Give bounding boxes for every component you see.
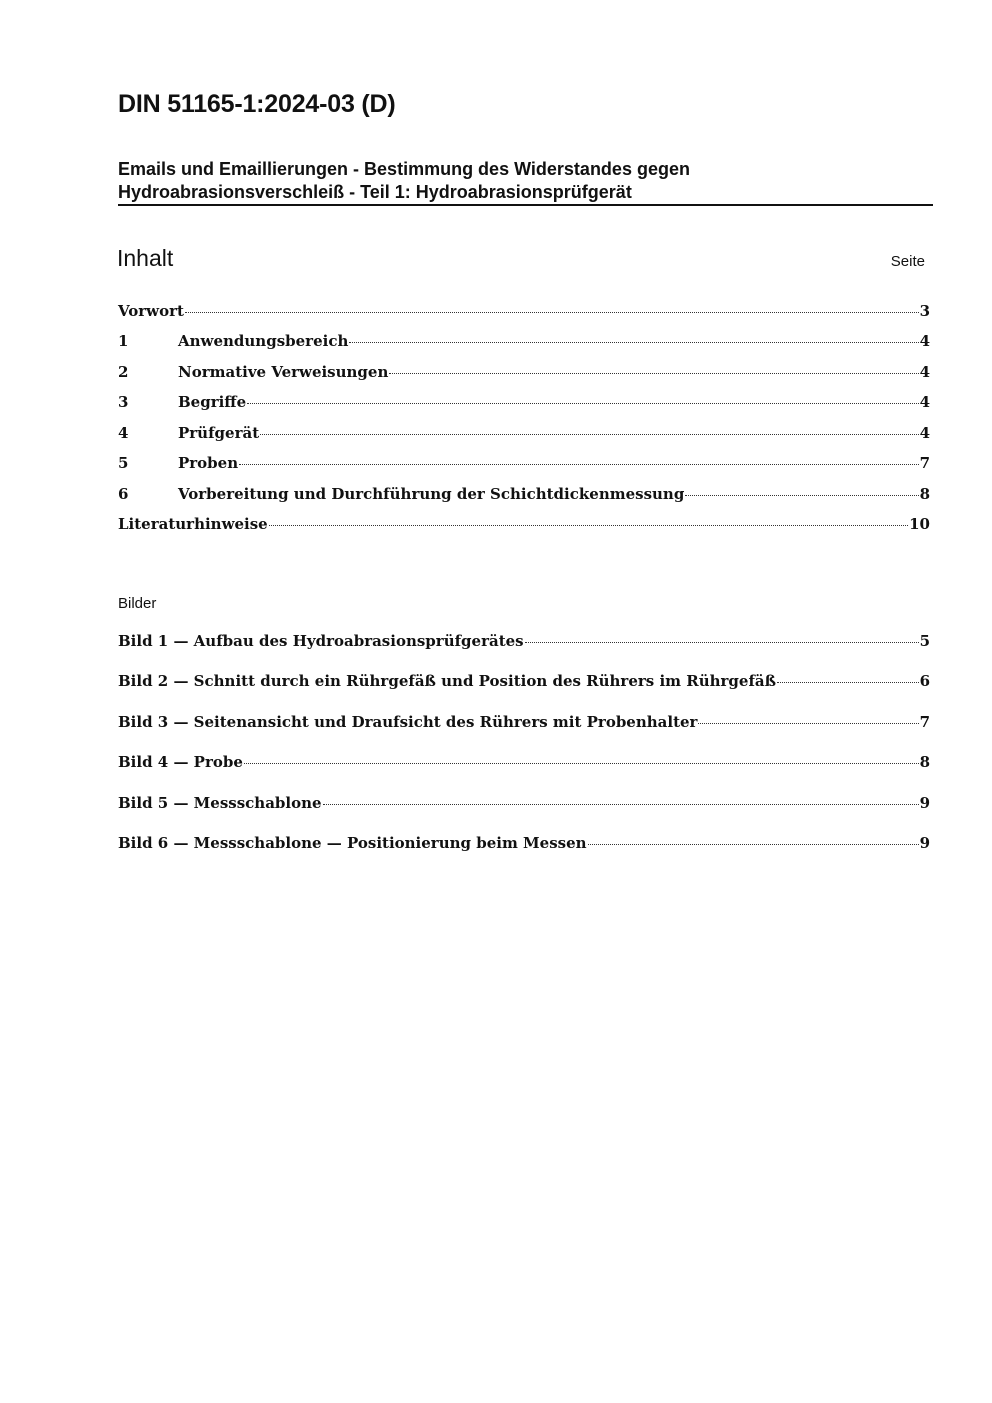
figure-entry-title: Bild 3 — Seitenansicht und Draufsicht des Rührers mit Probenhalter	[118, 713, 698, 731]
figure-entry-2[interactable]	[118, 672, 930, 692]
toc-entry-title: Normative Verweisungen	[178, 363, 389, 381]
toc-entry-page: 8	[919, 485, 930, 503]
document-id: DIN 51165-1:2024-03 (D)	[118, 90, 396, 118]
toc-entry-5[interactable]	[118, 454, 930, 474]
dot-leader	[588, 843, 919, 845]
toc-entry-page: 4	[919, 363, 930, 381]
dot-leader	[185, 311, 919, 313]
dot-leader	[244, 762, 919, 764]
toc-entry-page: 7	[919, 454, 930, 472]
dot-leader	[349, 341, 918, 343]
toc-entry-2[interactable]	[118, 363, 930, 383]
toc-entry-page: 4	[919, 332, 930, 350]
document-subtitle	[118, 158, 933, 206]
toc-entry-page: 4	[919, 393, 930, 411]
toc-entry-page: 3	[919, 302, 930, 320]
toc-entry-number: 3	[118, 393, 129, 411]
toc-entry-number: 4	[118, 424, 129, 442]
subtitle-line-2: Hydroabrasionsverschleiß - Teil 1: Hydroabrasionsprüfgerät	[118, 182, 632, 202]
figure-entry-page: 6	[919, 672, 930, 690]
toc-entry-6[interactable]	[118, 485, 930, 505]
figures-heading: Bilder	[118, 595, 157, 612]
toc-entry-vorwort[interactable]	[118, 302, 930, 322]
figure-entry-1[interactable]	[118, 632, 930, 652]
figure-entry-5[interactable]	[118, 794, 930, 814]
contents-heading: Inhalt	[117, 245, 174, 271]
figure-entry-page: 5	[919, 632, 930, 650]
figure-entry-page: 9	[919, 794, 930, 812]
figure-entry-title: Bild 5 — Messschablone	[118, 794, 322, 812]
toc-entry-page: 4	[919, 424, 930, 442]
toc-entry-number: 1	[118, 332, 129, 350]
figure-entry-title: Bild 2 — Schnitt durch ein Rührgefäß und Position des Rührers im Rührgefäß	[118, 672, 777, 690]
page-column-label: Seite	[890, 253, 925, 270]
dot-leader	[269, 524, 908, 526]
subtitle-line-1: Emails und Emaillierungen - Bestimmung des Widerstandes gegen	[118, 159, 690, 179]
toc-entry-title: Prüfgerät	[178, 424, 260, 442]
dot-leader	[525, 641, 919, 643]
dot-leader	[260, 433, 918, 435]
figure-entry-6[interactable]	[118, 834, 930, 854]
toc-entry-page: 10	[909, 515, 930, 533]
figure-entry-title: Bild 4 — Probe	[118, 753, 243, 771]
toc-entry-title: Begriffe	[178, 393, 247, 411]
toc-entry-title: Anwendungsbereich	[178, 332, 349, 350]
toc-entry-3[interactable]	[118, 393, 930, 413]
dot-leader	[323, 803, 919, 805]
figure-entry-4[interactable]	[118, 753, 930, 773]
figure-entry-3[interactable]	[118, 713, 930, 733]
dot-leader	[698, 722, 918, 724]
dot-leader	[777, 681, 919, 683]
toc-entry-number: 5	[118, 454, 129, 472]
toc-entry-number: 6	[118, 485, 129, 503]
toc-entry-title: Literaturhinweise	[118, 515, 268, 533]
figure-entry-page: 7	[919, 713, 930, 731]
toc-entry-title: Proben	[178, 454, 239, 472]
toc-entry-title: Vorwort	[118, 302, 184, 320]
toc-entry-literaturhinweise[interactable]	[118, 515, 930, 535]
toc-entry-title: Vorbereitung und Durchführung der Schichtdickenmessung	[178, 485, 685, 503]
toc-entry-1[interactable]	[118, 332, 930, 352]
figure-entry-title: Bild 1 — Aufbau des Hydroabrasionsprüfgerätes	[118, 632, 524, 650]
dot-leader	[247, 402, 918, 404]
figure-entry-page: 8	[919, 753, 930, 771]
dot-leader	[389, 372, 918, 374]
toc-entry-number: 2	[118, 363, 129, 381]
dot-leader	[685, 494, 918, 496]
figure-entry-title: Bild 6 — Messschablone — Positionierung beim Messen	[118, 834, 587, 852]
figure-entry-page: 9	[919, 834, 930, 852]
dot-leader	[239, 463, 918, 465]
toc-entry-4[interactable]	[118, 424, 930, 444]
